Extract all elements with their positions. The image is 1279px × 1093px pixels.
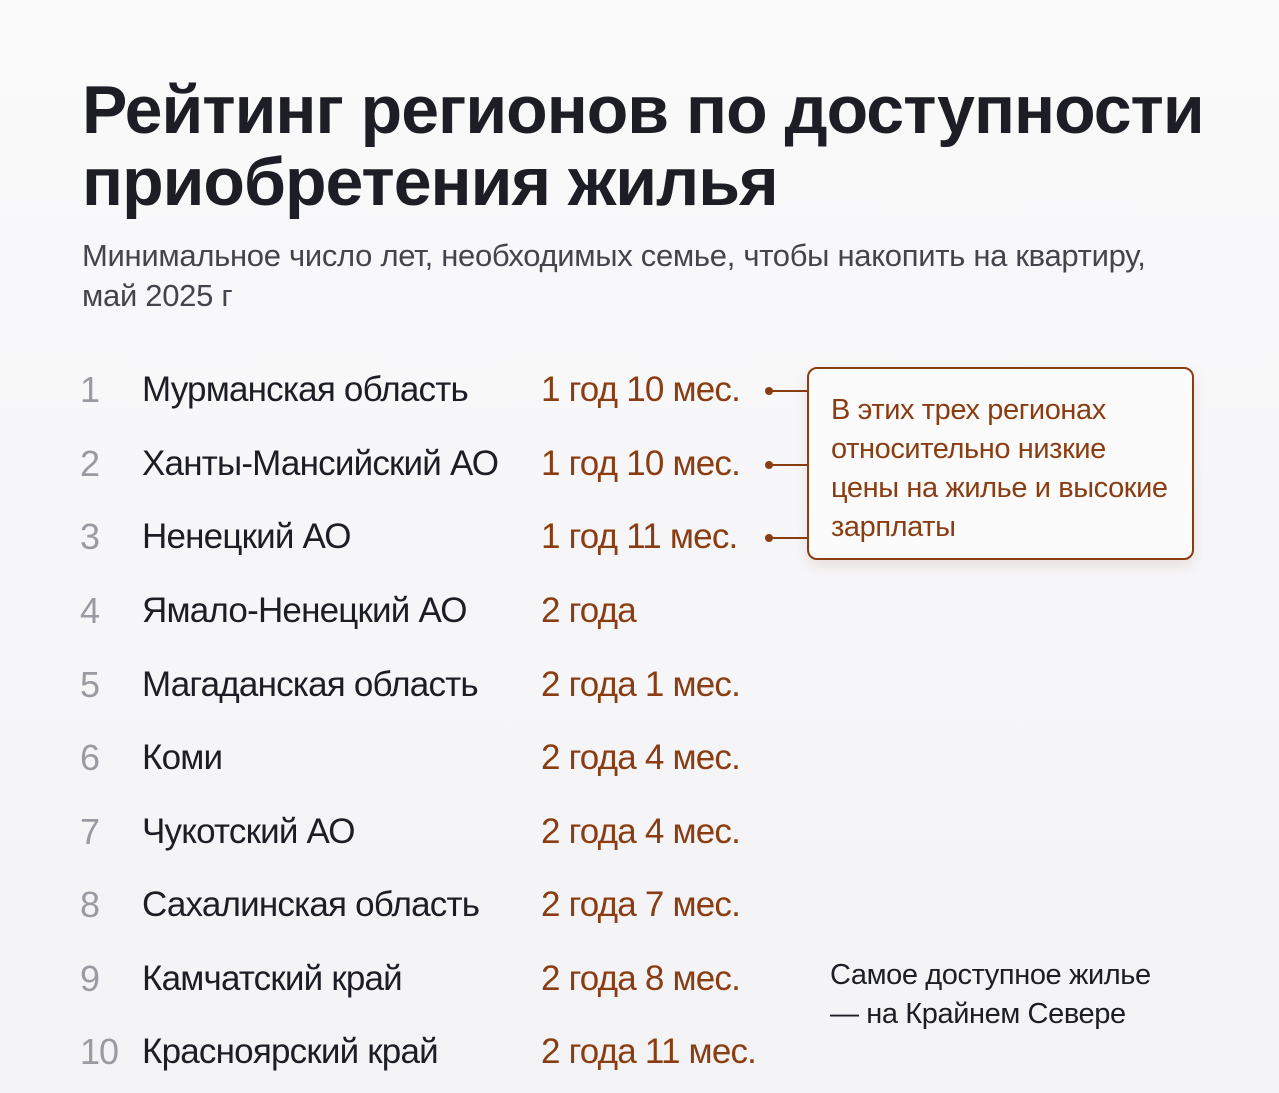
summary-note: Самое доступное жилье — на Крайнем Севере bbox=[830, 959, 1151, 1030]
region-name: Чукотский АО bbox=[142, 812, 355, 851]
table-row bbox=[0, 735, 820, 781]
years-value: 1 год 10 мес. bbox=[541, 370, 741, 409]
years-value: 2 года bbox=[541, 591, 636, 630]
callout-text: В этих трех регионах относительно низкие цены на жилье и высокие зарплаты bbox=[831, 394, 1168, 543]
rank-number: 1 bbox=[80, 369, 100, 410]
rank-number: 3 bbox=[80, 516, 100, 557]
region-name: Мурманская область bbox=[142, 370, 468, 409]
callout-connector bbox=[768, 537, 808, 539]
rank-number: 6 bbox=[80, 737, 100, 778]
table-row bbox=[0, 367, 820, 413]
table-row bbox=[0, 809, 820, 855]
table-row bbox=[0, 514, 820, 560]
table-row bbox=[0, 588, 820, 634]
rank-number: 10 bbox=[80, 1031, 119, 1072]
rank-number: 7 bbox=[80, 811, 100, 852]
rank-number: 8 bbox=[80, 884, 100, 925]
region-name: Коми bbox=[142, 738, 223, 777]
years-value: 2 года 4 мес. bbox=[541, 812, 741, 851]
region-name: Ямало-Ненецкий АО bbox=[142, 591, 467, 630]
years-value: 2 года 4 мес. bbox=[541, 738, 741, 777]
page-title: Рейтинг регионов по доступности приобретения жилья bbox=[82, 72, 1204, 220]
years-value: 1 год 11 мес. bbox=[541, 517, 738, 556]
rank-number: 4 bbox=[80, 590, 100, 631]
table-row bbox=[0, 441, 820, 487]
rank-number: 9 bbox=[80, 958, 100, 999]
page-subtitle: Минимальное число лет, необходимых семье, чтобы накопить на квартиру, май 2025 г bbox=[82, 238, 1146, 313]
connector-dot-icon bbox=[765, 534, 773, 542]
connector-dot-icon bbox=[765, 461, 773, 469]
rank-number: 5 bbox=[80, 664, 100, 705]
region-name: Камчатский край bbox=[142, 959, 402, 998]
table-row bbox=[0, 1029, 820, 1075]
callout-box bbox=[807, 367, 1194, 560]
years-value: 2 года 7 мес. bbox=[541, 885, 741, 924]
connector-dot-icon bbox=[765, 387, 773, 395]
callout-connector bbox=[768, 464, 808, 466]
years-value: 2 года 8 мес. bbox=[541, 959, 741, 998]
region-name: Магаданская область bbox=[142, 665, 478, 704]
table-row bbox=[0, 956, 820, 1002]
region-name: Сахалинская область bbox=[142, 885, 480, 924]
region-name: Красноярский край bbox=[142, 1032, 438, 1071]
rank-number: 2 bbox=[80, 443, 100, 484]
table-row bbox=[0, 662, 820, 708]
region-name: Ненецкий АО bbox=[142, 517, 351, 556]
callout-connector bbox=[768, 390, 808, 392]
years-value: 2 года 11 мес. bbox=[541, 1032, 757, 1071]
table-row bbox=[0, 882, 820, 928]
region-name: Ханты-Мансийский АО bbox=[142, 444, 499, 483]
years-value: 1 год 10 мес. bbox=[541, 444, 741, 483]
years-value: 2 года 1 мес. bbox=[541, 665, 741, 704]
